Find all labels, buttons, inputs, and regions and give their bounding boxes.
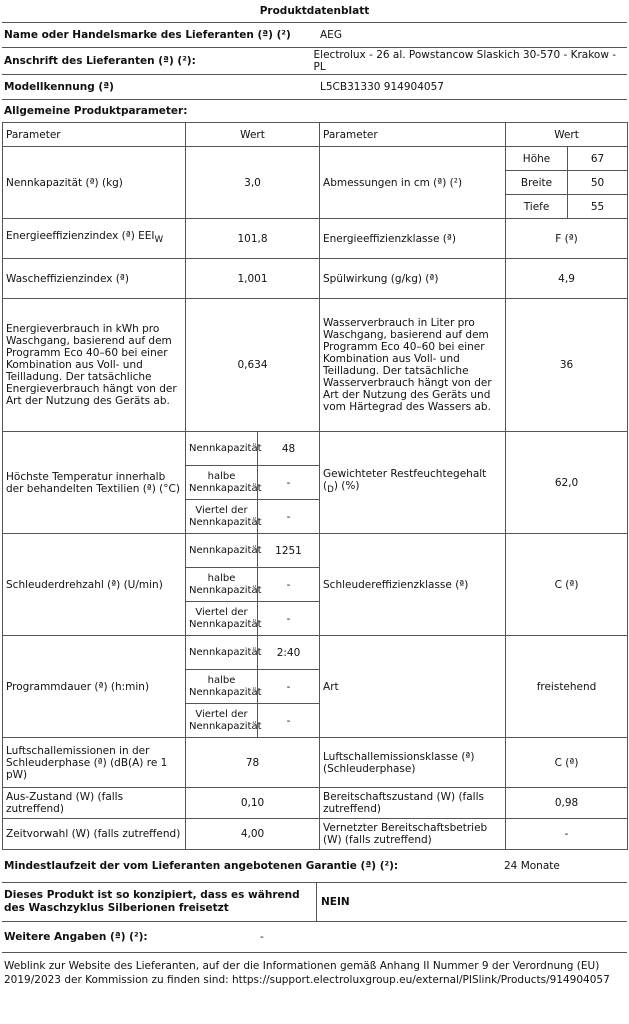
model-id-value: L5CB31330 914904057: [320, 81, 444, 93]
temp-sub-value: -: [258, 466, 320, 500]
water-consumption-value: 36: [506, 299, 628, 432]
silver-ions-row: [2, 883, 627, 922]
residual-moisture-label: Gewichteter Restfeuchtegehalt $(_D)$ (%): [320, 432, 506, 534]
table-row: [3, 299, 628, 432]
table-row: [3, 259, 628, 299]
height-value: 67: [568, 147, 628, 171]
rinse-value: 4,9: [506, 259, 628, 299]
temp-sub-label: halbe Nennkapazität: [186, 466, 258, 500]
spin-speed-label: Schleuderdrehzahl (ª) (U/min): [3, 534, 186, 636]
residual-moisture-value: 62,0: [506, 432, 628, 534]
additional-info-value: -: [260, 931, 264, 943]
depth-label: Tiefe: [506, 195, 568, 219]
height-label: Höhe: [506, 147, 568, 171]
spin-sub-value: -: [258, 568, 320, 602]
type-value: freistehend: [506, 636, 628, 738]
off-mode-value: 0,10: [186, 788, 320, 819]
header-parameter-right: Parameter: [320, 123, 506, 147]
max-temperature-label: Höchste Temperatur innerhalb der behandelten Textilien (ª) (°C): [3, 432, 186, 534]
duration-sub-value: -: [258, 704, 320, 738]
eei-value: 101,8: [186, 219, 320, 259]
networked-standby-value: -: [506, 819, 628, 850]
silver-ions-value: NEIN: [321, 896, 350, 908]
networked-standby-label: Vernetzter Bereitschaftsbetrieb (W) (falls zutreffend): [320, 819, 506, 850]
noise-label: Luftschallemissionen in der Schleuderphase (ª) (dB(A) re 1 pW): [3, 738, 186, 788]
energy-class-value: F (ª): [506, 219, 628, 259]
spin-class-label: Schleudereffizienzklasse (ª): [320, 534, 506, 636]
supplier-address-row: [2, 48, 627, 75]
supplier-name-value: AEG: [320, 29, 342, 41]
width-label: Breite: [506, 171, 568, 195]
table-row: [3, 432, 628, 466]
spin-sub-value: -: [258, 602, 320, 636]
header-value-left: Wert: [186, 123, 320, 147]
wash-efficiency-value: 1,001: [186, 259, 320, 299]
temp-sub-value: -: [258, 500, 320, 534]
duration-sub-label: Viertel der Nennkapazität: [186, 704, 258, 738]
temp-sub-label: Nennkapazität: [186, 432, 258, 466]
spin-sub-label: Nennkapazität: [186, 534, 258, 568]
wash-efficiency-label: Wascheffizienzindex (ª): [3, 259, 186, 299]
spin-sub-value: 1251: [258, 534, 320, 568]
duration-sub-value: -: [258, 670, 320, 704]
depth-value: 55: [568, 195, 628, 219]
rinse-label: Spülwirkung (g/kg) (ª): [320, 259, 506, 299]
standby-value: 0,98: [506, 788, 628, 819]
duration-sub-label: halbe Nennkapazität: [186, 670, 258, 704]
noise-class-label: Luftschallemissionsklasse (ª) (Schleuderphase): [320, 738, 506, 788]
table-row: [3, 219, 628, 259]
noise-class-value: C (ª): [506, 738, 628, 788]
warranty-row: [2, 850, 627, 883]
water-consumption-label: Wasserverbrauch in Liter pro Waschgang, basierend auf dem Programm Eco 40–60 bei einer Kombination aus Voll- und Teilladung. Der tatsächliche Wasserverbrauch hängt von der Art der Nutzung des Geräts und vom Härtegrad des Wassers ab.: [320, 299, 506, 432]
table-row: [3, 738, 628, 788]
supplier-name-row: [2, 23, 627, 48]
additional-info-label: Weitere Angaben (ª) (²):: [4, 931, 148, 943]
type-label: Art: [320, 636, 506, 738]
warranty-value: 24 Monate: [504, 860, 560, 872]
additional-info-row: [2, 922, 627, 953]
program-duration-label: Programmdauer (ª) (h:min): [3, 636, 186, 738]
rated-capacity-label: Nennkapazität (ª) (kg): [3, 147, 186, 219]
delay-start-label: Zeitvorwahl (W) (falls zutreffend): [3, 819, 186, 850]
rated-capacity-value: 3,0: [186, 147, 320, 219]
noise-value: 78: [186, 738, 320, 788]
energy-consumption-value: 0,634: [186, 299, 320, 432]
general-params-label: Allgemeine Produktparameter:: [4, 105, 188, 117]
width-value: 50: [568, 171, 628, 195]
general-params-row: [2, 100, 627, 122]
page-title: Produktdatenblatt: [2, 0, 627, 23]
eei-label: Energieeffizienzindex (ª) $EEI_W$: [3, 219, 186, 259]
standby-label: Bereitschaftszustand (W) (falls zutreffend): [320, 788, 506, 819]
product-data-sheet: [2, 0, 627, 993]
warranty-label: Mindestlaufzeit der vom Lieferanten angebotenen Garantie (ª) (²):: [4, 860, 399, 872]
silver-ions-label: Dieses Produkt ist so konzipiert, dass es während des Waschzyklus Silberionen freisetzt: [2, 883, 317, 921]
parameter-table: [2, 122, 628, 850]
energy-class-label: Energieeffizienzklasse (ª): [320, 219, 506, 259]
duration-sub-value: 2:40: [258, 636, 320, 670]
model-id-row: [2, 75, 627, 100]
supplier-address-label: Anschrift des Lieferanten (ª) (²):: [4, 55, 196, 67]
energy-consumption-label: Energieverbrauch in kWh pro Waschgang, basierend auf dem Programm Eco 40–60 bei einer Kombination aus Voll- und Teilladung. Der tatsächliche Energieverbrauch hängt von der Art der Nutzung des Geräts ab.: [3, 299, 186, 432]
temp-sub-value: 48: [258, 432, 320, 466]
table-row: [3, 788, 628, 819]
supplier-name-label: Name oder Handelsmarke des Lieferanten (ª) (²): [4, 29, 291, 41]
model-id-label: Modellkennung (ª): [4, 81, 114, 93]
table-row: [3, 534, 628, 568]
off-mode-label: Aus-Zustand (W) (falls zutreffend): [3, 788, 186, 819]
temp-sub-label: Viertel der Nennkapazität: [186, 500, 258, 534]
header-parameter-left: Parameter: [3, 123, 186, 147]
table-row: [3, 147, 628, 171]
dimensions-label: Abmessungen in cm (ª) (²): [320, 147, 506, 219]
weblink-text: Weblink zur Website des Lieferanten, auf der die Informationen gemäß Anhang II Nummer 9 der Verordnung (EU) 2019/2023 der Kommission zu finden sind: https://support.electroluxgroup.eu/external/PISlink/Products/914904057: [4, 960, 610, 986]
delay-start-value: 4,00: [186, 819, 320, 850]
table-header-row: [3, 123, 628, 147]
header-value-right: Wert: [506, 123, 628, 147]
spin-class-value: C (ª): [506, 534, 628, 636]
table-row: [3, 819, 628, 850]
duration-sub-label: Nennkapazität: [186, 636, 258, 670]
spin-sub-label: Viertel der Nennkapazität: [186, 602, 258, 636]
spin-sub-label: halbe Nennkapazität: [186, 568, 258, 602]
table-row: [3, 636, 628, 670]
supplier-address-value: Electrolux - 26 al. Powstancow Slaskich 30-570 - Krakow - PL: [313, 49, 617, 73]
